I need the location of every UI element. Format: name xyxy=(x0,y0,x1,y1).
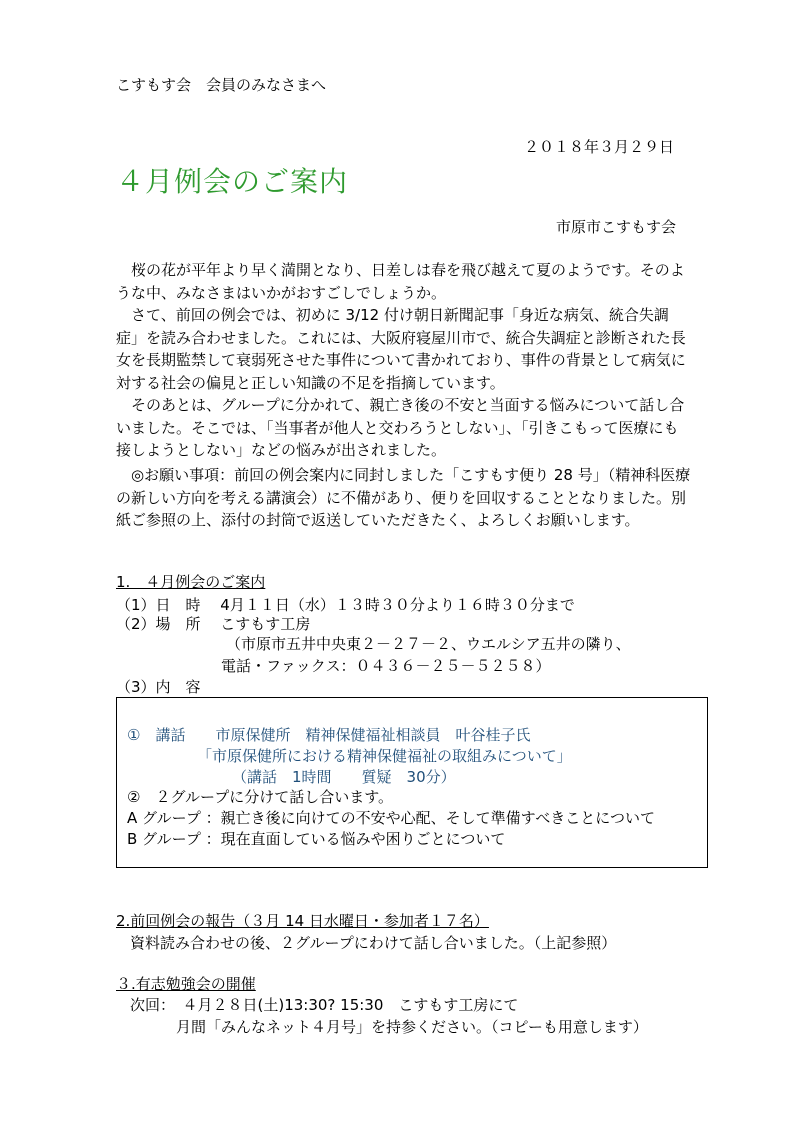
section2-text: 資料読み合わせの後、２グループにわけて話し合いました。（上記参照） xyxy=(130,934,617,952)
program-group-b: B グループ ：現在直面している悩みや困りごとについて xyxy=(127,830,506,848)
document-title: ４月例会のご案内 xyxy=(116,165,349,198)
study-note: 月間「みんなネット４月号」を持参ください。（コピーも用意します） xyxy=(176,1018,648,1036)
program-group-discussion: ② ２グループに分けて話し合います。 xyxy=(127,788,394,806)
meeting-content-label: （3）内 容 xyxy=(116,678,201,696)
meeting-place: （2）場 所 こすもす工房 xyxy=(116,615,311,633)
meeting-datetime: （1）日 時 4月１１日（水）１３時３０分より１６時３０分まで xyxy=(116,596,575,614)
section2-heading: 2.前回例会の報告（３月 14 日水曜日・参加者１７名） xyxy=(116,912,489,930)
body-paragraph: そのあとは、グループに分かれて、親亡き後の不安と当面する悩みについて話し合いました。そこでは、「当事者が他人と交わろうとしない」、「引きこもって医療にも接しようとしない」などの悩みが出されました。 xyxy=(116,396,685,459)
body-text xyxy=(116,259,691,462)
body-paragraph: 桜の花が平年より早く満開となり、日差しは春を飛び越えて夏のようです。そのような中、みなさまはいかがおすごしでしょうか。 xyxy=(116,261,685,302)
program-lecture-time: （講話 1時間 質疑 30分） xyxy=(232,768,456,786)
request-notice xyxy=(116,464,691,532)
program-box xyxy=(116,697,708,868)
greeting: こすもす会 会員のみなさまへ xyxy=(116,76,327,94)
program-group-a: A グループ ：親亡き後に向けての不安や心配、そして準備すべきことについて xyxy=(127,809,656,827)
study-next-session: 次回： ４月２８日(土)13:30? 15:30 こすもす工房にて xyxy=(130,996,519,1014)
body-paragraph: さて、前回の例会では、初めに 3/12 付け朝日新聞記事「身近な病気、統合失調症」を読み合わせました。これには、大阪府寝屋川市で、統合失調症と診断された長女を長期監禁して衰弱死させた事件について書かれており、事件の背景として病気に対する社会の偏見と正しい知識の不足を指摘しています。 xyxy=(116,306,686,392)
section1-heading: 1. ４月例会のご案内 xyxy=(116,573,266,591)
program-lecture: ① 講話 市原保健所 精神保健福祉相談員 叶谷桂子氏 xyxy=(127,726,531,744)
meeting-phone: 電話・ファックス：０４３６－２５－５２５８） xyxy=(221,657,551,675)
program-lecture-topic: 「市原保健所における精神保健福祉の取組みについて」 xyxy=(197,747,572,765)
request-text: ◎お願い事項：前回の例会案内に同封しました「こすもす便り 28 号」（精神科医療の新しい方向を考える講演会）に不備があり、便りを回収することとなりました。別紙ご参照の上、添付の封筒で返送していただきたく、よろしくお願いします。 xyxy=(116,466,691,529)
section3-heading: ３.有志勉強会の開催 xyxy=(116,975,256,993)
meeting-address: （市原市五井中央東２－２７－２、ウエルシア五井の隣り、 xyxy=(226,635,631,653)
sender: 市原市こすもす会 xyxy=(556,218,677,236)
document-date: ２０１８年３月２９日 xyxy=(524,138,675,156)
